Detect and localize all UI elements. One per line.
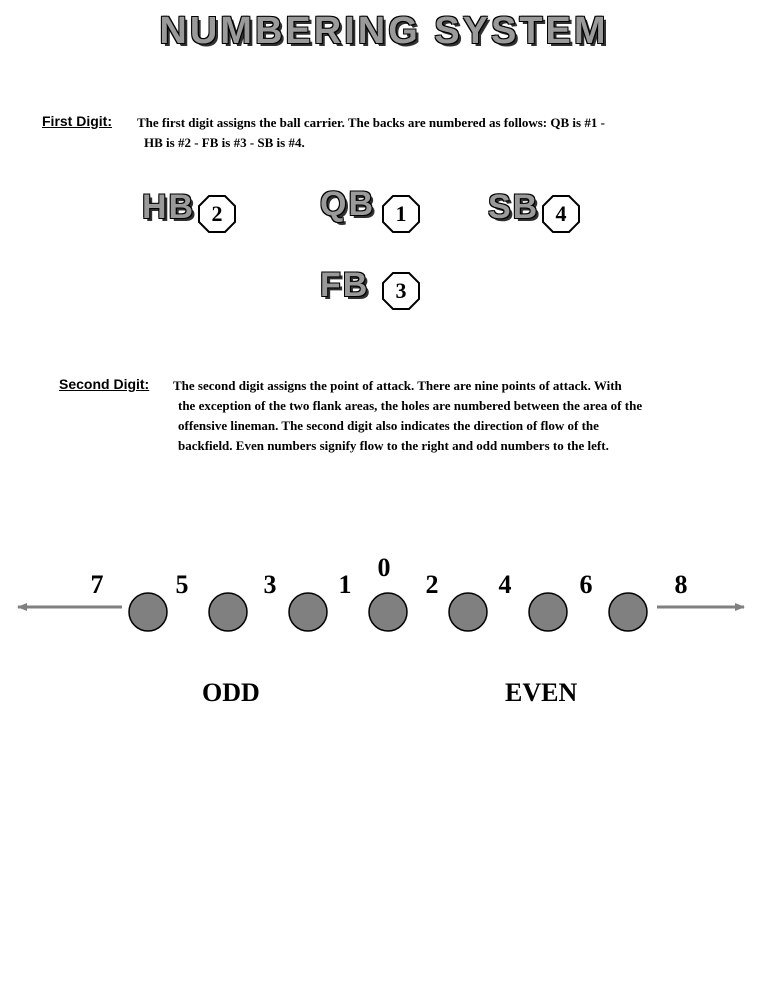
hb-label: HB bbox=[142, 188, 196, 226]
hole-number: 4 bbox=[498, 570, 512, 599]
second-digit-text-line2: the exception of the two flank areas, the holes are numbered between the area of the bbox=[178, 398, 643, 413]
second-digit-text-line4: backfield. Even numbers signify flow to the right and odd numbers to the left. bbox=[178, 438, 609, 453]
hb-number: 2 bbox=[211, 201, 223, 226]
hole-number: 2 bbox=[425, 570, 439, 599]
hole-number: 6 bbox=[579, 570, 593, 599]
second-digit-text-line1: The second digit assigns the point of attack. There are nine points of attack. With bbox=[173, 378, 622, 393]
second-digit-text-block bbox=[178, 396, 768, 456]
first-digit-label: First Digit: bbox=[42, 113, 112, 129]
lineman-right-guard bbox=[449, 593, 487, 631]
hole-number: 3 bbox=[263, 570, 277, 599]
even-side-label: EVEN bbox=[505, 678, 578, 707]
qb-label: QB bbox=[320, 185, 375, 223]
lineman-left-tackle bbox=[129, 593, 167, 631]
hole-number: 1 bbox=[338, 570, 352, 599]
fb-number-octagon bbox=[382, 272, 420, 310]
hole-number: 7 bbox=[90, 570, 104, 599]
sb-number-octagon bbox=[542, 195, 580, 233]
lineman-center bbox=[369, 593, 407, 631]
first-digit-text-line2: HB is #2 - FB is #3 - SB is #4. bbox=[144, 135, 305, 150]
lineman-right-guard-outer bbox=[529, 593, 567, 631]
qb-number: 1 bbox=[395, 201, 407, 226]
hole-number: 8 bbox=[674, 570, 688, 599]
fb-label: FB bbox=[320, 266, 370, 304]
second-digit-text-line3: offensive lineman. The second digit also indicates the direction of flow of the bbox=[178, 418, 599, 433]
lineman-left-guard-outer bbox=[209, 593, 247, 631]
hole-number: 5 bbox=[175, 570, 189, 599]
sb-label: SB bbox=[488, 188, 540, 226]
fb-number: 3 bbox=[395, 278, 407, 303]
lineman-left-guard bbox=[289, 593, 327, 631]
second-digit-label: Second Digit: bbox=[59, 376, 150, 392]
page-title: NUMBERING SYSTEM bbox=[159, 10, 609, 52]
first-digit-text-line1: The first digit assigns the ball carrier. The backs are numbered as follows: QB is #1 - bbox=[137, 115, 605, 130]
lineman-right-tackle bbox=[609, 593, 647, 631]
sb-number: 4 bbox=[555, 201, 567, 226]
hb-number-octagon bbox=[198, 195, 236, 233]
offensive-line-diagram bbox=[0, 585, 768, 645]
hole-number-center: 0 bbox=[377, 553, 391, 582]
qb-number-octagon bbox=[382, 195, 420, 233]
odd-side-label: ODD bbox=[202, 678, 260, 707]
